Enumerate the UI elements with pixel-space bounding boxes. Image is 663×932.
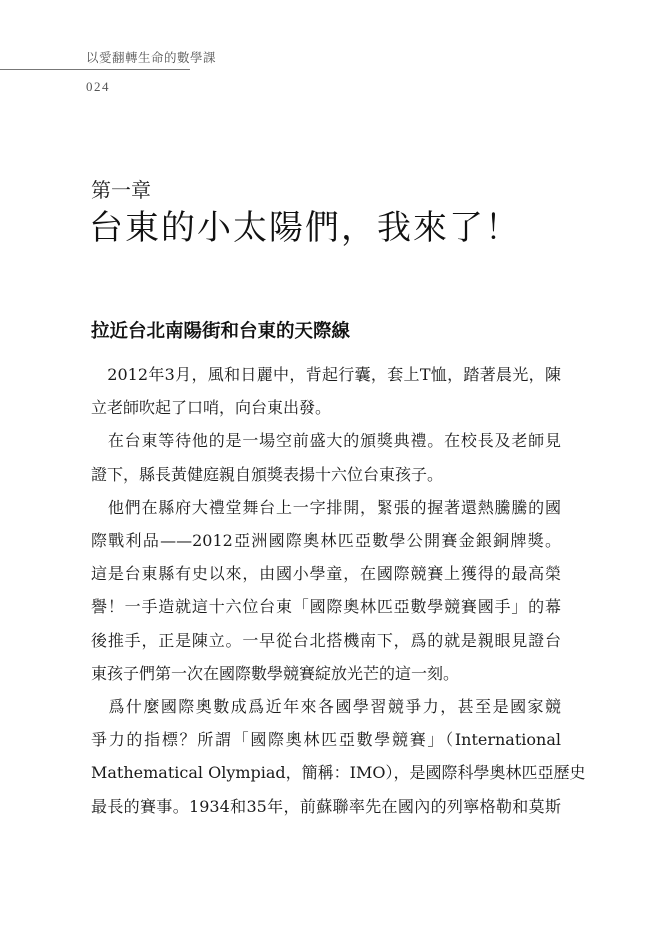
body-line: 他們在縣府大禮堂舞台上一字排開，緊張的握著還熱騰騰的國 xyxy=(91,497,561,517)
body-line: Mathematical Olympiad，簡稱：IMO），是國際科學奧林匹亞歷史 xyxy=(91,763,586,783)
body-line: 證下，縣長黃健庭親自頒獎表揚十六位台東孩子。 xyxy=(91,464,444,484)
body-line: 爭力的指標？所謂「國際奧林匹亞數學競賽」（International xyxy=(91,730,561,750)
chapter-title: 台東的小太陽們，我來了！ xyxy=(89,208,521,248)
body-line: 立老師吹起了口哨，向台東出發。 xyxy=(91,398,332,418)
page-number: 024 xyxy=(86,79,110,94)
running-head: 以愛翻轉生命的數學課 xyxy=(86,50,217,65)
chapter-label: 第一章 xyxy=(91,178,151,202)
body-line: 在台東等待他的是一場空前盛大的頒獎典禮。在校長及老師見 xyxy=(91,431,561,451)
body-line: 譽！一手造就這十六位台東「國際奧林匹亞數學競賽國手」的幕 xyxy=(91,597,561,617)
body-line: 最長的賽事。1934和35年，前蘇聯率先在國內的列寧格勒和莫斯 xyxy=(91,796,561,816)
body-line: 後推手，正是陳立。一早從台北搭機南下，爲的就是親眼見證台 xyxy=(91,630,561,650)
body-line: 際戰利品——2012亞洲國際奧林匹亞數學公開賽金銀銅牌獎。 xyxy=(91,531,561,550)
header-rule xyxy=(0,69,190,70)
body-line: 這是台東縣有史以來，由國小學童，在國際競賽上獲得的最高榮 xyxy=(91,564,561,584)
body-line: 東孩子們第一次在國際數學競賽綻放光芒的這一刻。 xyxy=(91,663,460,683)
section-heading: 拉近台北南陽街和台東的天際線 xyxy=(91,321,351,342)
body-line: 2012年3月，風和日麗中，背起行囊，套上T恤，踏著晨光，陳 xyxy=(91,365,561,384)
body-line: 爲什麼國際奧數成爲近年來各國學習競爭力，甚至是國家競 xyxy=(91,697,561,716)
